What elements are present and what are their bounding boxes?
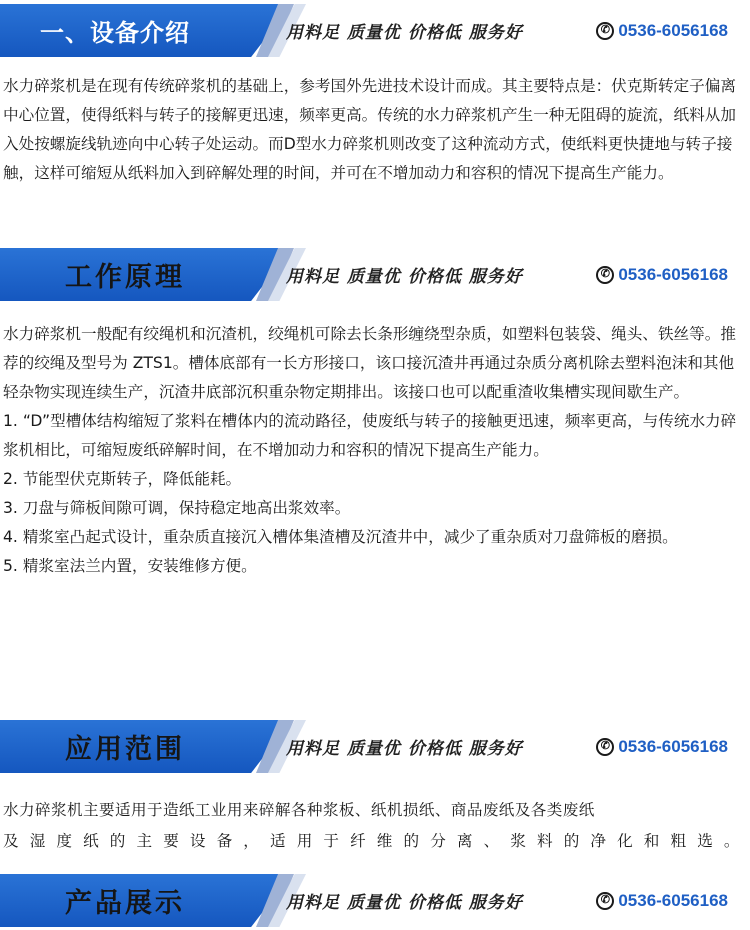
paragraph: 及湿度纸的主要设备，适用于纤维的分离、浆料的净化和粗选。 [3, 832, 746, 850]
phone-icon: ✆ [596, 738, 614, 756]
paragraph: 水力碎浆机主要适用于造纸工业用来碎解各种浆板、纸机损纸、商品废纸及各类废纸 [3, 801, 595, 819]
section-text-principle [0, 320, 750, 581]
section-banner-principle [0, 248, 750, 301]
phone-text: 0536-6056168 [618, 264, 728, 284]
section-title: 产品展示 [65, 888, 185, 919]
slogan: 用料足 质量优 价格低 服务好 [286, 739, 523, 759]
phone-number [596, 720, 728, 773]
paragraph: 水力碎浆机是在现有传统碎浆机的基础上，参考国外先进技术设计而成。其主要特点是：伏克斯转定子偏离中心位置，使得纸料与转子的接解更迅速，频率更高。传统的水力碎浆机产生一种无阻碍的旋流，纸料从加入处按螺旋线轨迹向中心转子处运动。而D型水力碎浆机则改变了这种流动方式，使纸料更快捷地与转子接触，这样可缩短从纸料加入到碎解处理的时间，并可在不增加动力和容积的情况下提高生产能力。 [3, 77, 736, 182]
phone-number [596, 248, 728, 301]
list-item: 1. “D”型槽体结构缩短了浆料在槽体内的流动路径，使废纸与转子的接触更迅速，频率更高，与传统水力碎浆机相比，可缩短废纸碎解时间，在不增加动力和容积的情况下提高生产能力。 [3, 412, 737, 459]
phone-text: 0536-6056168 [618, 736, 728, 756]
section-text-application [0, 795, 750, 857]
slogan: 用料足 质量优 价格低 服务好 [286, 893, 523, 913]
section-title: 工作原理 [65, 262, 185, 293]
section-title: 一、设备介绍 [40, 19, 190, 47]
phone-text: 0536-6056168 [618, 890, 728, 910]
section-banner-products [0, 874, 750, 927]
slogan: 用料足 质量优 价格低 服务好 [286, 23, 523, 43]
phone-number [596, 4, 728, 57]
phone-icon: ✆ [596, 892, 614, 910]
slogan: 用料足 质量优 价格低 服务好 [286, 267, 523, 287]
section-title: 应用范围 [65, 734, 185, 765]
phone-icon: ✆ [596, 22, 614, 40]
section-text-intro [0, 72, 750, 188]
list-item: 4. 精浆室凸起式设计，重杂质直接沉入槽体集渣槽及沉渣井中，减少了重杂质对刀盘筛板的磨损。 [3, 528, 678, 546]
phone-icon: ✆ [596, 266, 614, 284]
phone-number [596, 874, 728, 927]
list-item: 3. 刀盘与筛板间隙可调，保持稳定地高出浆效率。 [3, 499, 351, 517]
section-banner-intro [0, 4, 750, 57]
paragraph: 水力碎浆机一般配有绞绳机和沉渣机，绞绳机可除去长条形缠绕型杂质，如塑料包装袋、绳头、铁丝等。推荐的绞绳及型号为 ZTS1。槽体底部有一长方形接口，该口接沉渣井再通过杂质分离机除去塑料泡沫和其他轻杂物实现连续生产，沉渣井底部沉积重杂物定期排出。该接口也可以配重渣收集槽实现间歇生产。 [3, 325, 736, 401]
section-banner-application [0, 720, 750, 773]
list-item: 2. 节能型伏克斯转子，降低能耗。 [3, 470, 242, 488]
phone-text: 0536-6056168 [618, 20, 728, 40]
list-item: 5. 精浆室法兰内置，安装维修方便。 [3, 557, 257, 575]
